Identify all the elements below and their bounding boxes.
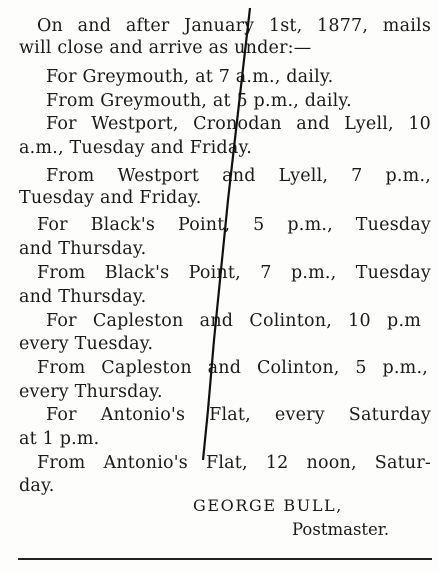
notice-line: day. (19, 476, 55, 496)
notice-line: For Antonio's Flat, every Saturday (46, 405, 431, 425)
bottom-rule (18, 558, 432, 560)
notice-line: For Greymouth, at 7 a.m., daily. (46, 67, 334, 87)
notice-line: For Westport, Cronodan and Lyell, 10 (46, 114, 431, 134)
notice-line: From Westport and Lyell, 7 p.m., (46, 166, 431, 186)
notice-line: at 1 p.m. (19, 429, 100, 449)
notice-line: every Thursday. (19, 382, 163, 402)
signature-title: Postmaster. (292, 520, 390, 539)
notice-line: and Thursday. (19, 239, 147, 259)
notice-line: On and after January 1st, 1877, mails (37, 16, 431, 36)
notice-line: For Black's Point, 5 p.m., Tuesday (37, 215, 431, 235)
notice-line: From Antonio's Flat, 12 noon, Satur- (37, 453, 431, 473)
notice-line: From Capleston and Colinton, 5 p.m., (37, 358, 428, 378)
notice-line: a.m., Tuesday and Friday. (19, 138, 252, 158)
notice-line: Tuesday and Friday. (19, 188, 202, 208)
notice-line: For Capleston and Colinton, 10 p.m (46, 311, 421, 331)
signature-name: GEORGE BULL, (193, 496, 343, 515)
notice-line: every Tuesday. (19, 334, 154, 354)
notice-line: will close and arrive as under:— (19, 38, 312, 58)
notice-line: and Thursday. (19, 287, 147, 307)
notice-line: From Greymouth, at 5 p.m., daily. (46, 91, 352, 111)
notice-line: From Black's Point, 7 p.m., Tuesday (37, 263, 431, 283)
